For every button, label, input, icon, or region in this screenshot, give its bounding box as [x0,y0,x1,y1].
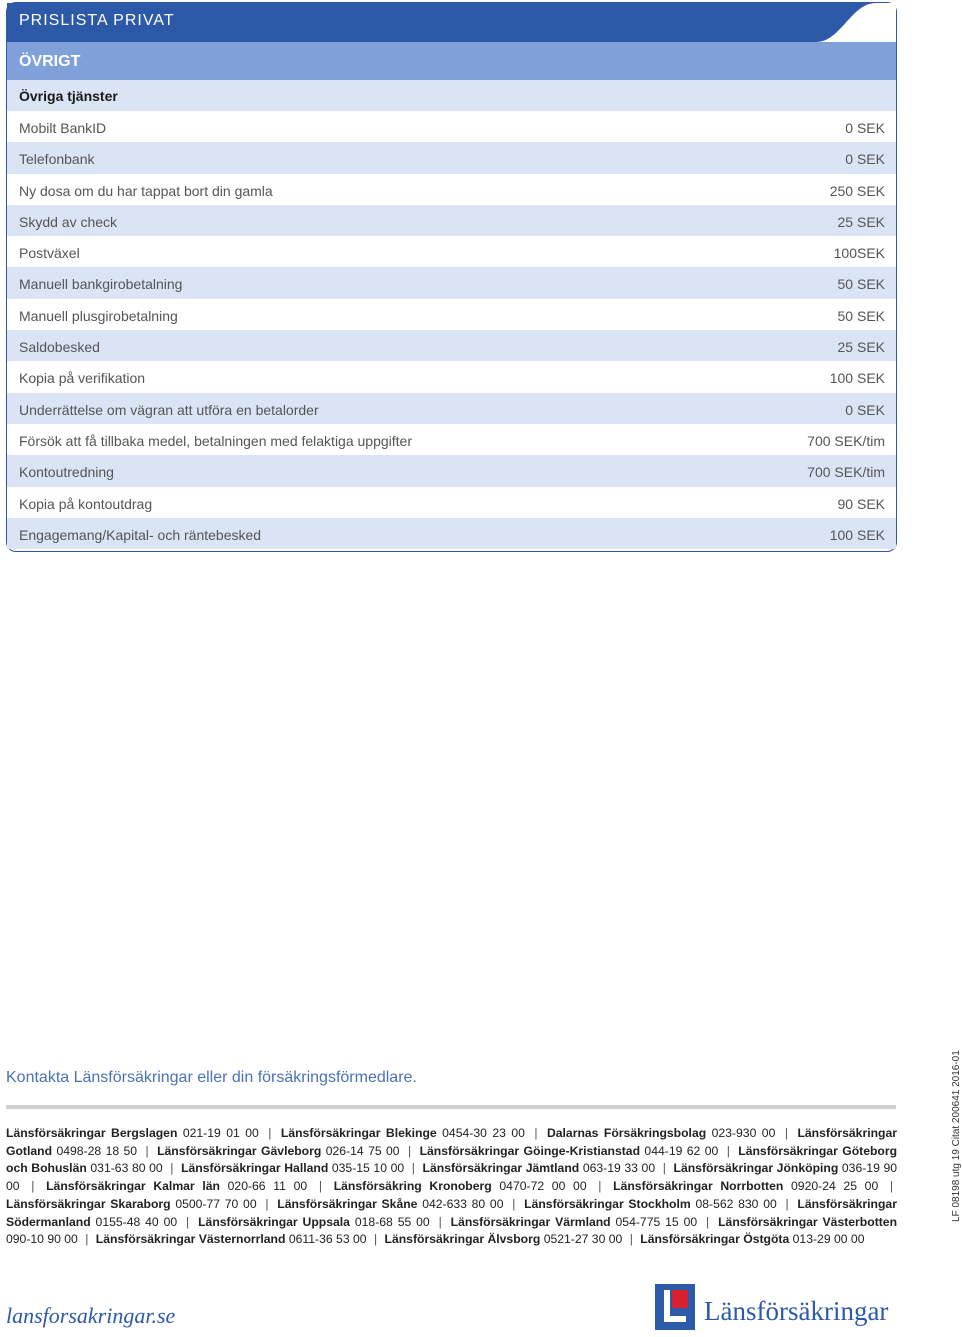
office-phone: 021-19 01 00 [182,1126,259,1140]
office-name: Länsförsäkringar Skåne [277,1196,418,1211]
office-name: Länsförsäkringar Jämtland [422,1161,580,1176]
separator: | [170,1161,174,1176]
office-phone: 013-29 00 00 [792,1232,865,1247]
price-row [7,455,896,486]
office-name: Länsförsäkringar Göteborg och Bohuslän [6,1143,898,1176]
contact-heading: Kontakta Länsförsäkringar eller din försäkringsförmedlare. [6,1069,417,1086]
office-phone: 031-63 80 00 [90,1161,163,1176]
office-phone: 054-775 15 00 [615,1214,698,1229]
company-logo [655,1284,897,1330]
office-phone: 08-562 830 00 [695,1196,777,1211]
office-name: Länsförsäkringar Bergslagen [6,1126,178,1140]
separator: | [785,1196,789,1211]
office-directory [6,1125,897,1249]
separator: | [265,1196,269,1211]
office-phone: 035-15 10 00 [331,1161,405,1176]
separator: | [31,1179,35,1194]
price-row [7,236,896,267]
separator: | [662,1161,666,1176]
price-row [7,487,896,518]
separator: | [629,1232,633,1247]
service-label: Kopia på verifikation [19,370,146,387]
price-row [7,330,896,361]
office-phone: 0498-28 18 50 [56,1143,138,1158]
service-price: 25 SEK [837,213,885,230]
price-list-table [6,2,897,552]
service-price: 700 SEK/tim [807,464,885,481]
separator: | [373,1232,378,1247]
office-name: Länsförsäkringar Stockholm [524,1196,691,1211]
price-row [7,142,896,173]
office-name: Länsförsäkringar Gotland [6,1126,898,1158]
price-row [7,361,896,392]
subsection-header [7,80,896,111]
price-row [7,111,896,142]
office-phone: 0521-27 30 00 [543,1232,623,1247]
subsection-title: Övriga tjänster [19,88,118,104]
service-price: 0 SEK [845,151,885,168]
service-label: Engagemang/Kapital- och räntebesked [19,526,262,543]
service-label: Försök att få tillbaka medel, betalningen med felaktiga uppgifter [19,432,413,449]
price-rows [7,111,896,549]
price-row [7,393,896,424]
office-name: Länsförsäkringar Halland [181,1161,329,1176]
separator: | [784,1126,788,1140]
service-label: Telefonbank [19,151,95,168]
service-label: Skydd av check [19,213,118,230]
office-name: Länsförsäkringar Norrbotten [613,1179,784,1194]
separator: | [512,1196,516,1211]
separator: | [438,1214,442,1229]
office-phone: 0500-77 70 00 [175,1196,257,1211]
service-label: Mobilt BankID [19,120,107,136]
separator: | [145,1143,149,1158]
document-title: PRISLISTA PRIVAT [19,12,175,29]
price-row [7,267,896,298]
service-price: 25 SEK [837,339,885,356]
service-label: Manuell plusgirobetalning [19,307,178,324]
service-price: 700 SEK/tim [807,432,885,449]
office-phone: 0155-48 40 00 [95,1214,178,1229]
service-price: 100 SEK [829,526,885,543]
office-name: Länsförsäkringar Västernorrland [95,1232,286,1247]
price-list-header [7,3,896,42]
office-name: Länsförsäkringar Värmland [450,1214,611,1229]
service-price: 250 SEK [829,182,885,199]
service-price: 0 SEK [845,401,885,418]
office-name: Länsförsäkringar Älvsborg [384,1232,541,1247]
office-phone: 0920-24 25 00 [791,1179,879,1194]
office-name: Länsförsäkringar Gävleborg [157,1143,322,1158]
office-name: Länsförsäkringar Västerbotten [718,1214,898,1229]
service-label: Saldobesked [19,339,100,356]
service-price: 50 SEK [837,307,885,324]
service-label: Underrättelse om vägran att utföra en betalorder [19,401,319,418]
office-name: Länsförsäkringar Göinge-Kristianstad [419,1143,641,1158]
office-name: Länsförsäkringar Blekinge [280,1126,437,1140]
separator: | [318,1179,323,1194]
divider [6,1105,896,1109]
office-name: Länsförsäkringar Kalmar län [46,1179,220,1194]
office-phone: 090-10 90 00 [6,1232,78,1247]
logo-mark-icon [655,1284,695,1330]
document-code: LF 08198 utg 19 Citat 200641 2016-01 [951,1050,962,1222]
service-label: Manuell bankgirobetalning [19,276,183,293]
service-price: 100 SEK [829,370,885,387]
office-name: Länsförsäkringar Jönköping [673,1161,839,1176]
office-phone: 020-66 11 00 [227,1179,308,1194]
service-price: 100SEK [833,245,885,262]
separator: | [726,1143,730,1158]
section-header [7,42,896,80]
office-phone: 063-19 33 00 [582,1161,656,1176]
price-row [7,518,896,549]
office-name: Dalarnas Försäkringsbolag [546,1126,707,1140]
service-label: Kontoutredning [19,464,114,481]
office-phone: 023-930 00 [711,1126,776,1140]
separator: | [534,1126,538,1140]
office-name: Länsförsäkringar Södermanland [6,1196,897,1229]
separator: | [186,1214,190,1229]
section-title: ÖVRIGT [19,53,81,70]
office-phone: 0611-36 53 00 [288,1232,367,1247]
service-label: Ny dosa om du har tappat bort din gamla [19,182,273,199]
separator: | [411,1161,415,1176]
price-row [7,424,896,455]
separator: | [889,1179,894,1194]
office-phone: 0470-72 00 00 [499,1179,587,1194]
office-name: Länsförsäkring Kronoberg [333,1179,492,1194]
price-row [7,299,896,330]
office-name: Länsförsäkringar Uppsala [198,1214,350,1229]
office-name: Länsförsäkringar Östgöta [640,1232,790,1247]
separator: | [85,1232,89,1247]
office-phone: 026-14 75 00 [325,1143,400,1158]
service-price: 90 SEK [837,495,885,512]
price-row [7,174,896,205]
price-row [7,205,896,236]
header-curve-decoration [756,3,896,42]
separator: | [598,1179,602,1194]
office-phone: 036-19 90 00 [6,1161,898,1194]
service-price: 50 SEK [837,276,885,293]
website-link[interactable]: lansforsakringar.se [6,1303,176,1328]
office-name: Länsförsäkringar Skaraborg [6,1196,171,1211]
office-phone: 018-68 55 00 [354,1214,430,1229]
office-phone: 044-19 62 00 [644,1143,719,1158]
service-label: Postväxel [19,245,80,262]
separator: | [408,1143,412,1158]
office-phone: 042-633 80 00 [422,1196,504,1211]
logo-wordmark: Länsförsäkringar [704,1296,889,1326]
separator: | [268,1126,272,1140]
separator: | [706,1214,710,1229]
office-phone: 0454-30 23 00 [442,1126,525,1140]
service-price: 0 SEK [845,120,885,136]
service-label: Kopia på kontoutdrag [19,495,153,512]
